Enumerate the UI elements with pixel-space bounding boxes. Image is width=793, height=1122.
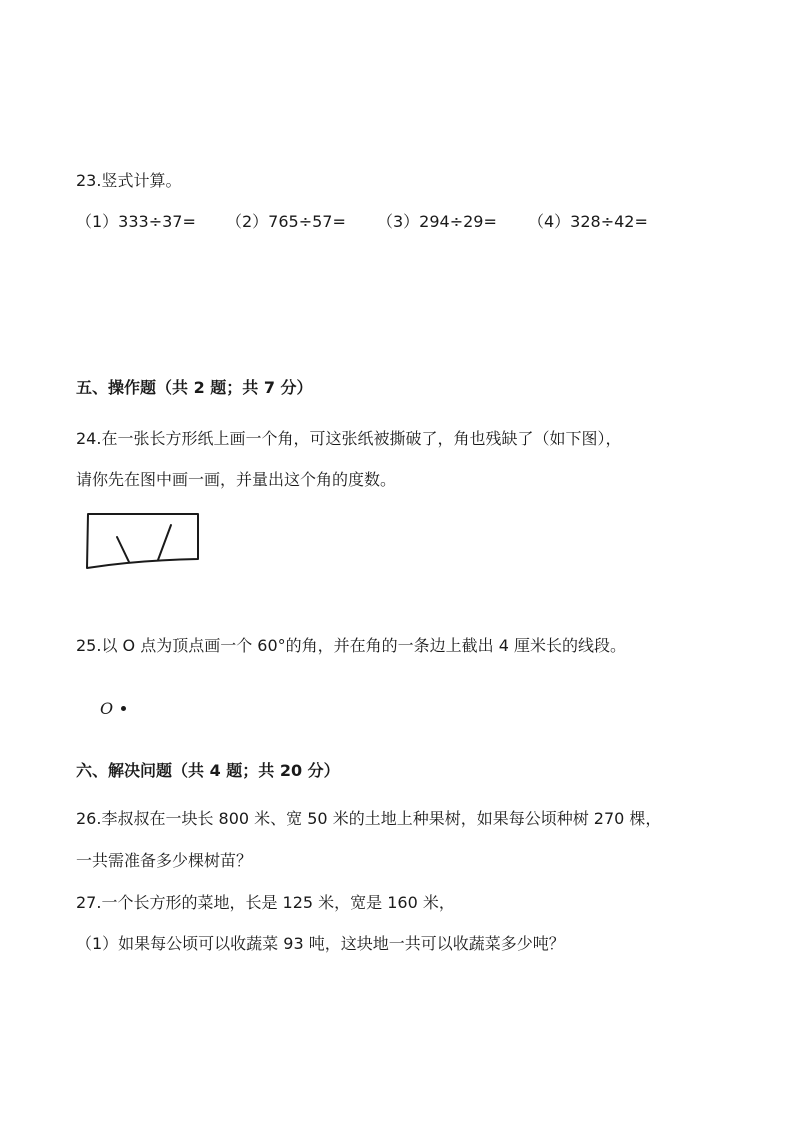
- q27-sub-1: （1）如果每公顷可以收蔬菜 93 吨，这块地一共可以收蔬菜多少吨？: [76, 934, 565, 953]
- torn-paper-figure: [80, 508, 205, 574]
- angle-ray-right: [158, 525, 171, 560]
- q26-line-2: 一共需准备多少棵树苗？: [76, 851, 253, 870]
- q24-line-1: 24.在一张长方形纸上画一个角，可这张纸被撕破了，角也残缺了（如下图），: [76, 429, 622, 448]
- q23-item-1: （1）333÷37=: [76, 212, 196, 231]
- torn-paper-outline: [87, 514, 198, 568]
- q26-line-1: 26.李叔叔在一块长 800 米、宽 50 米的土地上种果树，如果每公顷种树 270 棵，: [76, 809, 662, 828]
- q23-item-4: （4）328÷42=: [528, 212, 648, 231]
- section-6-heading: 六、解决问题（共 4 题；共 20 分）: [76, 761, 340, 780]
- point-o-dot: [121, 706, 126, 711]
- q23-item-2: （2）765÷57=: [226, 212, 346, 231]
- q27-line-1: 27.一个长方形的菜地，长是 125 米，宽是 160 米，: [76, 893, 455, 912]
- q23-title: 23.竖式计算。: [76, 171, 182, 190]
- q25-text: 25.以 O 点为顶点画一个 60°的角，并在角的一条边上截出 4 厘米长的线段。: [76, 636, 627, 655]
- q24-line-2: 请你先在图中画一画，并量出这个角的度数。: [76, 470, 397, 489]
- point-o-label: O: [100, 699, 114, 718]
- section-5-heading: 五、操作题（共 2 题；共 7 分）: [76, 378, 313, 397]
- q23-item-3: （3）294÷29=: [377, 212, 497, 231]
- angle-ray-left: [117, 537, 129, 562]
